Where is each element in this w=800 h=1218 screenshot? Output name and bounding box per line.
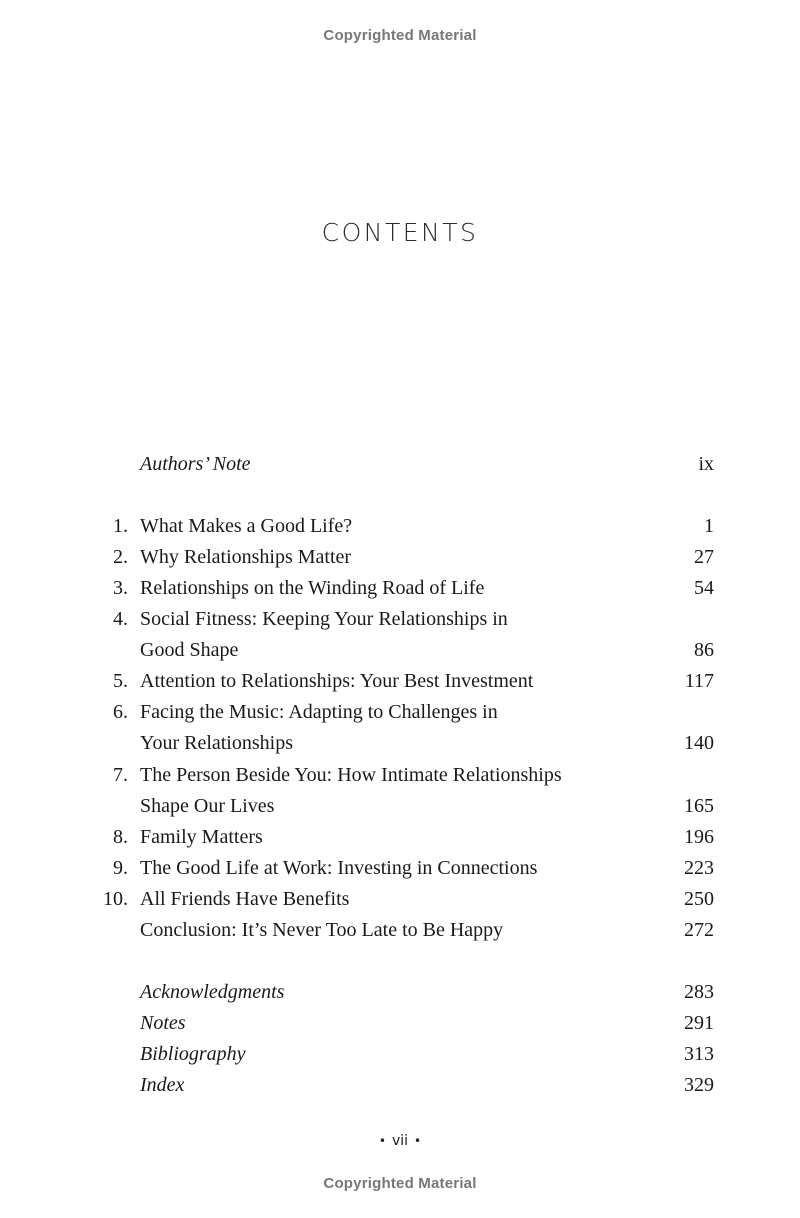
entry-title: Notes [140,1012,186,1034]
chapter-page: 165 [684,795,714,817]
chapter-page: 140 [684,732,714,754]
toc-chapter-7-continued [0,791,800,822]
chapter-title: Relationships on the Winding Road of Life [140,577,485,599]
toc-entry-acknowledgments [0,977,800,1008]
chapter-title: Attention to Relationships: Your Best Investment [140,670,534,692]
chapter-title: Why Relationships Matter [140,546,352,568]
toc-chapter-5 [0,666,800,697]
chapter-page: 250 [684,888,714,910]
chapter-number: 9. [113,857,128,879]
folio-page-number: vii [391,1133,409,1149]
chapter-title: What Makes a Good Life? [140,515,353,537]
chapter-title-line-1: Social Fitness: Keeping Your Relationships in [140,608,508,630]
toc-chapter-1 [0,511,800,542]
contents-heading: CONTENTS [321,218,479,247]
entry-page: 283 [684,981,714,1003]
chapter-number: 7. [113,764,128,786]
chapter-number: 2. [113,546,128,568]
toc-chapter-4-continued [0,635,800,666]
chapter-number: 10. [103,888,128,910]
entry-title: Bibliography [140,1043,246,1065]
copyright-watermark-top: Copyrighted Material [323,27,477,44]
toc-chapter-7 [0,760,800,791]
chapter-page: 196 [684,826,714,848]
chapter-number: 5. [113,670,128,692]
chapter-page: 272 [684,919,714,941]
chapter-title-line-1: Facing the Music: Adapting to Challenges in [140,701,498,723]
entry-page: 291 [684,1012,714,1034]
toc-chapter-9 [0,853,800,884]
folio-bullet-right: • [414,1134,422,1148]
toc-chapter-6-continued [0,728,800,759]
chapter-number: 6. [113,701,128,723]
chapter-title: All Friends Have Benefits [140,888,350,910]
toc-entry-authors-note [0,449,800,480]
entry-title: Authors’ Note [140,453,251,475]
chapter-title: Conclusion: It’s Never Too Late to Be Happy [140,919,504,941]
chapter-page: 117 [684,670,714,692]
chapter-number: 4. [113,608,128,630]
toc-chapter-3 [0,573,800,604]
chapter-number: 1. [113,515,128,537]
entry-title: Acknowledgments [140,981,285,1003]
toc-entry-bibliography [0,1039,800,1070]
chapter-title-line-1: The Person Beside You: How Intimate Relationships [140,764,562,786]
chapter-number: 8. [113,826,128,848]
toc-conclusion [0,915,800,946]
chapter-page: 54 [694,577,714,599]
toc-chapter-6 [0,697,800,728]
toc-chapter-10 [0,884,800,915]
chapter-page: 223 [684,857,714,879]
entry-page: ix [698,453,714,475]
chapter-number: 3. [113,577,128,599]
chapter-page: 27 [694,546,714,568]
page-folio [0,1133,800,1149]
toc-entry-notes [0,1008,800,1039]
chapter-title-line-2: Shape Our Lives [140,795,275,817]
chapter-page: 86 [694,639,714,661]
entry-page: 313 [684,1043,714,1065]
chapter-page: 1 [704,515,714,537]
chapter-title: Family Matters [140,826,263,848]
chapter-title-line-2: Good Shape [140,639,239,661]
chapter-title: The Good Life at Work: Investing in Connections [140,857,538,879]
entry-title: Index [140,1074,185,1096]
copyright-watermark-bottom: Copyrighted Material [323,1175,477,1192]
toc-entry-index [0,1070,800,1101]
toc-chapter-2 [0,542,800,573]
folio-bullet-left: • [378,1134,386,1148]
toc-chapter-8 [0,822,800,853]
chapter-title-line-2: Your Relationships [140,732,293,754]
toc-chapter-4 [0,604,800,635]
entry-page: 329 [684,1074,714,1096]
